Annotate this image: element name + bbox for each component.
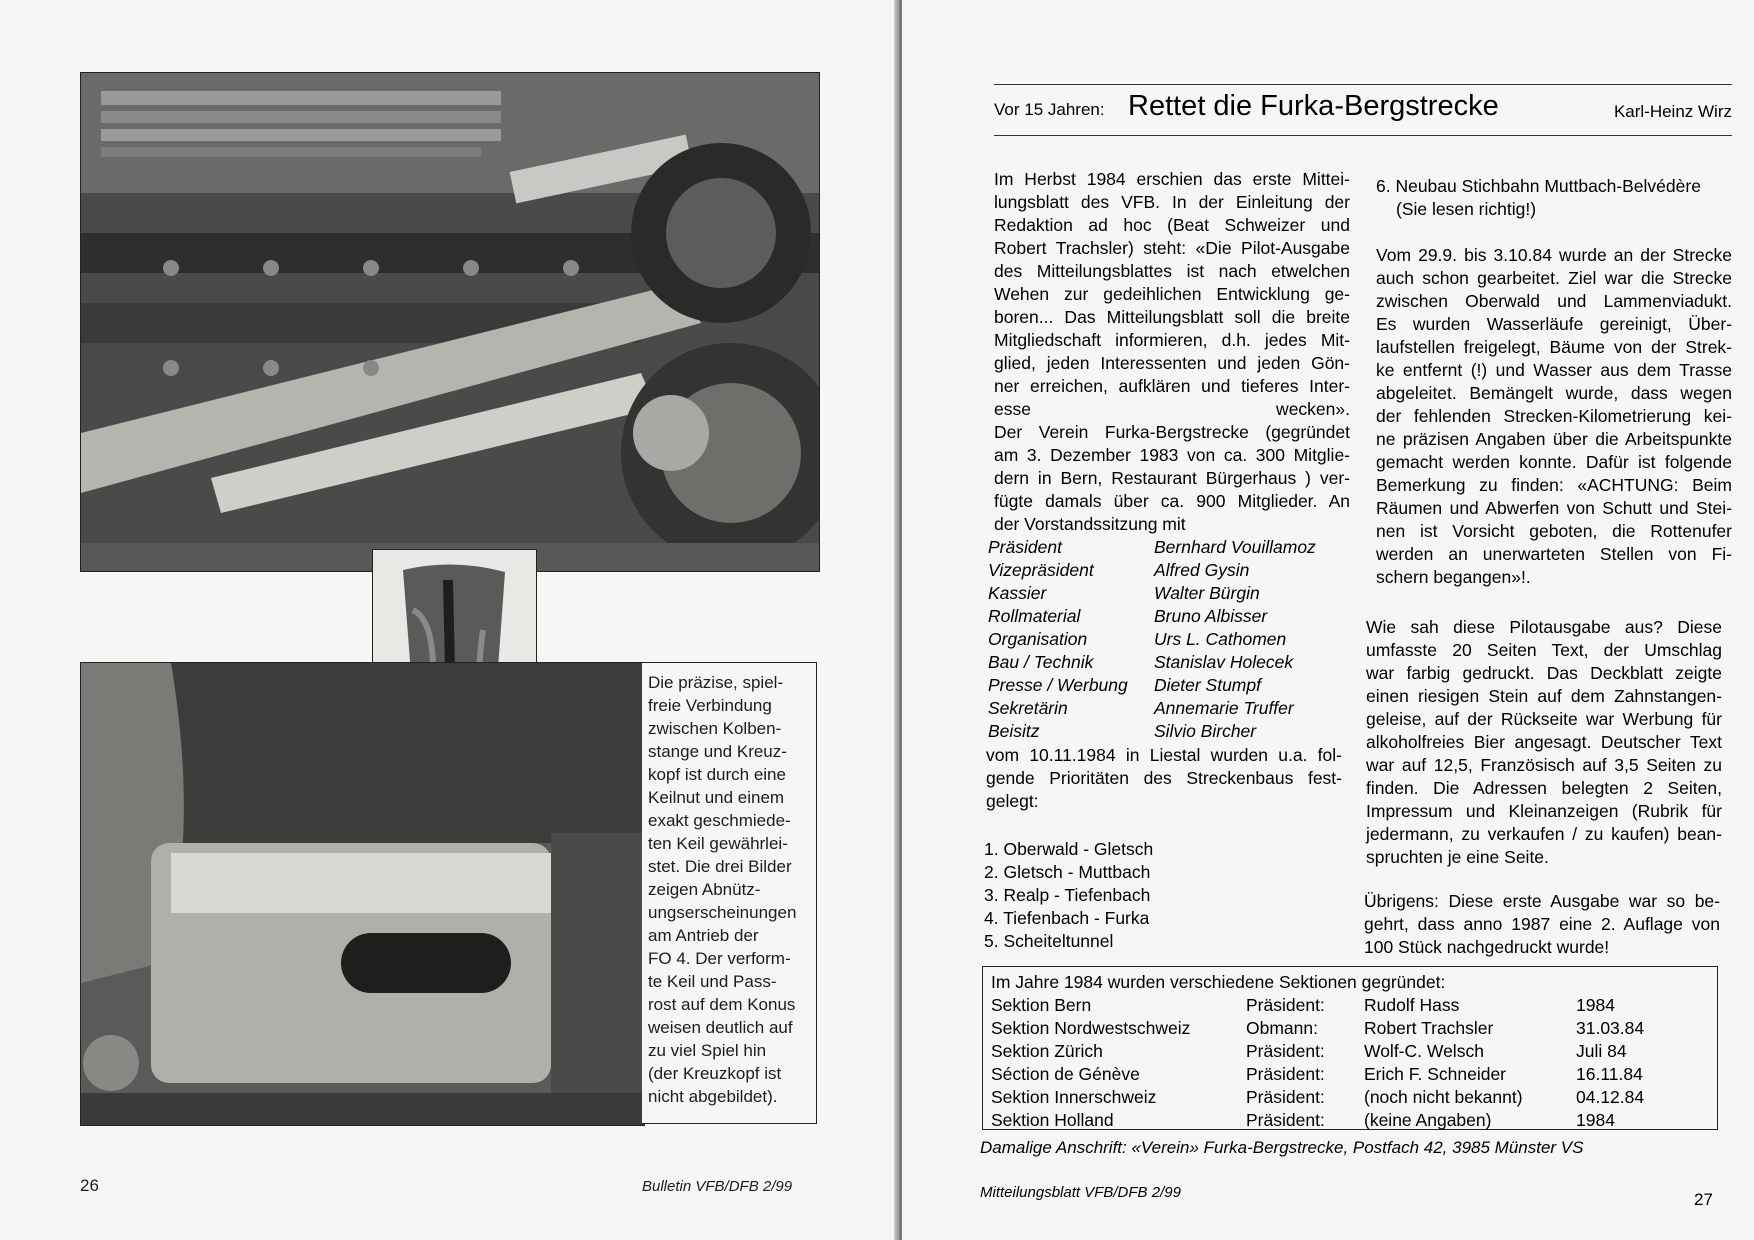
section-person: Robert Trachsler — [1364, 1018, 1494, 1038]
board-member-row — [988, 536, 1316, 559]
text-line: abgeleitet. Bemängelt wurde, dass wegen — [1376, 383, 1732, 403]
section-function: Präsident: — [1246, 1041, 1325, 1061]
board-member-name: Bernhard Vouillamoz — [1154, 537, 1316, 557]
text-line: Es wurden Wasserläufe gereinigt, Über- — [1376, 314, 1732, 334]
text-line: nen ist Vorsicht geboten, die Rottenufer — [1376, 521, 1732, 541]
text-line: Räumen und Abwerfen von Schutt und Stei- — [1376, 498, 1732, 518]
text-line: Übrigens: Diese erste Ausgabe war so be- — [1364, 891, 1720, 911]
section-section: Sektion Holland — [991, 1110, 1114, 1130]
column-1-intro — [994, 168, 1350, 536]
board-member-name: Stanislav Holecek — [1154, 652, 1294, 672]
section-function: Präsident: — [1246, 995, 1325, 1015]
article-kicker: Vor 15 Jahren: — [994, 100, 1105, 119]
board-member-row — [988, 674, 1316, 697]
board-role: Presse / Werbung — [988, 675, 1128, 695]
text-line: Bemerkung zu finden: «ACHTUNG: Beim — [1376, 475, 1732, 495]
section-row — [991, 1017, 1709, 1040]
text-line: ke entfernt (!) und Wasser aus dem Trasse — [1376, 360, 1732, 380]
article-header — [994, 90, 1732, 130]
text-line: gende Prioritäten des Streckenbaus fest- — [986, 768, 1342, 788]
priorities-list — [984, 838, 1153, 953]
text-line: (der Kreuzkopf ist — [648, 1064, 782, 1083]
text-line: (Sie lesen richtig!) — [1396, 199, 1537, 219]
section-row — [991, 1040, 1709, 1063]
text-line: rost auf dem Konus — [648, 995, 796, 1014]
text-line: glied, jeden Interessenten und jeden Gön- — [994, 353, 1350, 373]
board-member-name: Dieter Stumpf — [1154, 675, 1261, 695]
text-line: dern in Bern, Restaurant Bürgerhaus ) ver- — [994, 468, 1350, 488]
section-section: Sektion Nordwestschweiz — [991, 1018, 1191, 1038]
text-line: esse wecken». — [994, 399, 1350, 419]
section-person: Wolf-C. Welsch — [1364, 1041, 1484, 1061]
text-line: zeigen Abnütz- — [648, 880, 761, 899]
section-function: Präsident: — [1246, 1087, 1325, 1107]
text-line: boren... Das Mitteilungsblatt soll die breite — [994, 307, 1350, 327]
text-line: Im Herbst 1984 erschien das erste Mittei- — [994, 169, 1350, 189]
text-line: gemacht werden konnte. Dafür ist folgende — [1376, 452, 1732, 472]
text-line: am Antrieb der — [648, 926, 759, 945]
text-line: Die präzise, spiel- — [648, 673, 784, 692]
text-line: ne präzisen Angaben über die Arbeitspunkte — [1376, 429, 1732, 449]
text-line: ten Keil gewährlei- — [648, 834, 788, 853]
text-line: jedermann, zu verkaufen / zu kaufen) bean- — [1366, 824, 1722, 844]
text-line: fügte damals über ca. 900 Mitglieder. An — [994, 491, 1350, 511]
text-line: geleise, auf der Rückseite war Werbung für — [1366, 709, 1722, 729]
board-role: Organisation — [988, 629, 1088, 649]
board-member-name: Walter Bürgin — [1154, 583, 1260, 603]
text-line: zwischen Oberwald und Lammenviadukt. — [1376, 291, 1732, 311]
text-line: gelegt: — [986, 791, 1039, 811]
text-line: lungsblatt des VFB. In der Einleitung der — [994, 192, 1350, 212]
text-line: ner erreichen, aufklären und tieferes Inter- — [994, 376, 1350, 396]
section-date: 16.11.84 — [1576, 1064, 1643, 1084]
text-line: kopf ist durch eine — [648, 765, 786, 784]
text-line: vom 10.11.1984 in Liestal wurden u.a. fol- — [986, 745, 1342, 765]
header-bottom-rule — [994, 135, 1732, 136]
section-date: Juli 84 — [1576, 1041, 1627, 1061]
text-line: 1. Oberwald - Gletsch — [984, 839, 1154, 859]
text-line: Keilnut und einem — [648, 788, 785, 807]
sections-founded-box — [982, 966, 1718, 1130]
left-page-number: 26 — [80, 1176, 99, 1195]
board-role: Beisitz — [988, 721, 1040, 741]
text-line: spruchten je eine Seite. — [1366, 847, 1549, 867]
section-date: 1984 — [1576, 995, 1615, 1015]
section-row — [991, 1109, 1709, 1132]
text-line: laufstellen freigelegt, Bäume von der Strek- — [1376, 337, 1732, 357]
text-line: stet. Die drei Bilder — [648, 857, 792, 876]
section-row — [991, 1086, 1709, 1109]
text-line: einen riesigen Stein auf dem Zahnstangen- — [1366, 686, 1722, 706]
sections-title: Im Jahre 1984 wurden verschiedene Sektionen gegründet: — [991, 972, 1446, 992]
text-line: 4. Tiefenbach - Furka — [984, 908, 1150, 928]
section-function: Präsident: — [1246, 1064, 1325, 1084]
right-page-number: 27 — [1694, 1190, 1713, 1209]
board-member-row — [988, 720, 1316, 743]
text-line: Redaktion ad hoc (Beat Schweizer und — [994, 215, 1350, 235]
board-member-name: Annemarie Truffer — [1154, 698, 1294, 718]
board-members-list — [988, 536, 1316, 743]
board-role: Präsident — [988, 537, 1062, 557]
text-line: stange und Kreuz- — [648, 742, 787, 761]
photo-caption — [642, 662, 817, 1124]
board-member-name: Alfred Gysin — [1154, 560, 1250, 580]
text-line: Wie sah diese Pilotausgabe aus? Diese — [1366, 617, 1722, 637]
board-member-row — [988, 651, 1316, 674]
text-line: Impressum und Kleinanzeigen (Rubrik für — [1366, 801, 1722, 821]
board-member-name: Silvio Bircher — [1154, 721, 1257, 741]
text-line: Robert Trachsler) steht: «Die Pilot-Ausgabe — [994, 238, 1350, 258]
right-footer-title: Mitteilungsblatt VFB/DFB 2/99 — [980, 1184, 1181, 1201]
section-date: 31.03.84 — [1576, 1018, 1645, 1038]
text-line: 6. Neubau Stichbahn Muttbach-Belvédère — [1376, 176, 1701, 196]
board-member-row — [988, 628, 1316, 651]
text-line: zwischen Kolben- — [648, 719, 782, 738]
text-line: der Vorstandssitzung mit — [994, 514, 1186, 534]
column-2-paragraph-2 — [1366, 616, 1722, 869]
board-member-row — [988, 605, 1316, 628]
section-section: Séction de Génève — [991, 1064, 1140, 1084]
text-line: ungserscheinungen — [648, 903, 797, 922]
text-line: exakt geschmiede- — [648, 811, 791, 830]
text-line: 100 Stück nachgedruckt wurde! — [1364, 937, 1610, 957]
text-line: zu viel Spiel hin — [648, 1041, 767, 1060]
board-role: Vizepräsident — [988, 560, 1094, 580]
text-line: war farbig gedruckt. Das Deckblatt zeigte — [1366, 663, 1722, 683]
text-line: Vom 29.9. bis 3.10.84 wurde an der Strecke — [1376, 245, 1732, 265]
text-line: schern begangen»!. — [1376, 567, 1531, 587]
section-date: 1984 — [1576, 1110, 1615, 1130]
text-line: werden an unerwarteten Stellen von Fi- — [1376, 544, 1732, 564]
text-line: FO 4. Der verform- — [648, 949, 791, 968]
section-function: Obmann: — [1246, 1018, 1318, 1038]
board-member-row — [988, 559, 1316, 582]
left-footer-title: Bulletin VFB/DFB 2/99 — [642, 1178, 793, 1195]
article-headline: Rettet die Furka-Bergstrecke — [1128, 90, 1499, 122]
text-line: 2. Gletsch - Muttbach — [984, 862, 1151, 882]
section-date: 04.12.84 — [1576, 1087, 1645, 1107]
text-line: am 3. Dezember 1983 von ca. 300 Mitglie- — [994, 445, 1350, 465]
text-line: 3. Realp - Tiefenbach — [984, 885, 1151, 905]
column-1-priorities-intro — [986, 744, 1342, 813]
section-section: Sektion Bern — [991, 995, 1092, 1015]
text-line: der fehlenden Strecken-Kilometrierung kei- — [1376, 406, 1732, 426]
section-function: Präsident: — [1246, 1110, 1325, 1130]
section-person: Erich F. Schneider — [1364, 1064, 1507, 1084]
board-role: Bau / Technik — [988, 652, 1094, 672]
text-line: nicht abgebildet). — [648, 1087, 778, 1106]
article-author: Karl-Heinz Wirz — [1613, 102, 1732, 121]
section-section: Sektion Zürich — [991, 1041, 1103, 1061]
text-line: 5. Scheiteltunnel — [984, 931, 1114, 951]
column-2-paragraph-3 — [1364, 890, 1720, 959]
text-line: des Mitteilungsblattes ist nach etwelchen — [994, 261, 1350, 281]
text-line: auch schon gearbeitet. Ziel war die Strecke — [1376, 268, 1732, 288]
board-member-name: Urs L. Cathomen — [1154, 629, 1287, 649]
text-line: Der Verein Furka-Bergstrecke (gegründet — [994, 422, 1350, 442]
text-line: alkoholfreies Bier angesagt. Deutscher Text — [1366, 732, 1722, 752]
board-role: Kassier — [988, 583, 1047, 603]
text-line: gehrt, dass anno 1987 eine 2. Auflage von — [1364, 914, 1720, 934]
text-line: war auf 12,5, Französisch auf 3,5 Seiten zu — [1366, 755, 1722, 775]
section-person: (keine Angaben) — [1364, 1110, 1492, 1130]
column-2-paragraph-1 — [1376, 244, 1732, 589]
section-person: (noch nicht bekannt) — [1364, 1087, 1523, 1107]
text-line: Mitgliedschaft informieren, d.h. jedes Mit- — [994, 330, 1350, 350]
photo-piston-rod-cone — [80, 662, 645, 1126]
board-member-row — [988, 582, 1316, 605]
section-row — [991, 1063, 1709, 1086]
section-section: Sektion Innerschweiz — [991, 1087, 1157, 1107]
text-line: weisen deutlich auf — [648, 1018, 793, 1037]
header-top-rule — [994, 84, 1732, 85]
section-person: Rudolf Hass — [1364, 995, 1460, 1015]
board-role: Rollmaterial — [988, 606, 1081, 626]
text-line: te Keil und Pass- — [648, 972, 777, 991]
board-member-name: Bruno Albisser — [1154, 606, 1268, 626]
text-line: umfasste 20 Seiten Text, der Umschlag — [1366, 640, 1722, 660]
text-line: finden. Die Adressen belegten 2 Seiten, — [1366, 778, 1722, 798]
photo-locomotive-drive-rods — [80, 72, 820, 572]
board-member-row — [988, 697, 1316, 720]
board-role: Sekretärin — [988, 698, 1068, 718]
text-line: Wehen zur gedeihlichen Entwicklung ge- — [994, 284, 1350, 304]
column-2-item-6 — [1376, 175, 1732, 221]
text-line: freie Verbindung — [648, 696, 772, 715]
section-row — [991, 994, 1709, 1017]
former-address: Damalige Anschrift: «Verein» Furka-Bergstrecke, Postfach 42, 3985 Münster VS — [980, 1138, 1584, 1157]
